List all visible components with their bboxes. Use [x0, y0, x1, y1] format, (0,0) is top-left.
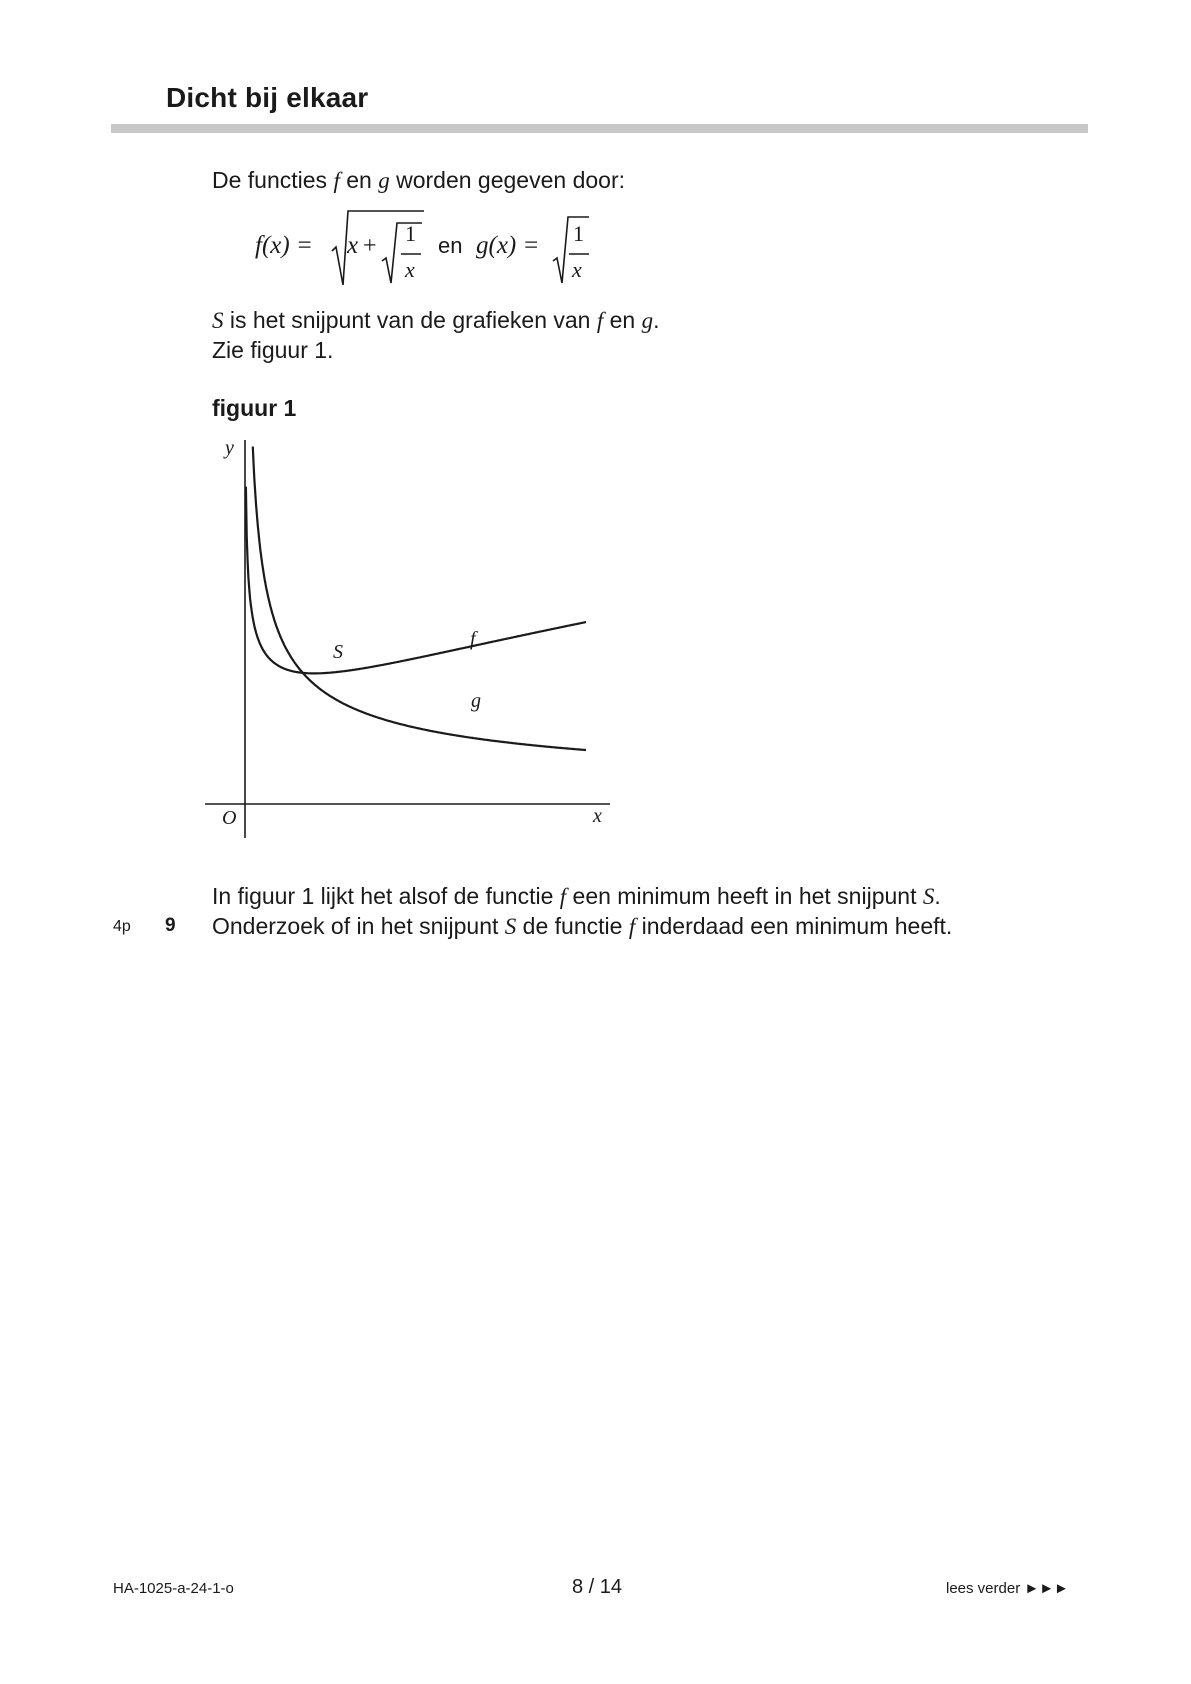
intro-f: f — [333, 168, 340, 193]
q1-c: . — [934, 883, 941, 909]
intro-a: De functies — [212, 167, 334, 193]
curve-g — [253, 447, 586, 751]
intersection-b: en — [603, 307, 642, 333]
figure-1-graph — [205, 432, 625, 844]
formula-f-lhs: f(x) = — [255, 232, 313, 259]
intersection-S: S — [212, 308, 224, 333]
figure-label: figuur 1 — [212, 395, 297, 421]
formula-g-one: 1 — [573, 221, 584, 246]
intro-text — [212, 165, 625, 196]
origin-label: O — [222, 807, 237, 829]
footer-page-number: 8 / 14 — [572, 1576, 623, 1598]
intersection-c: . — [653, 307, 660, 333]
question-number: 9 — [165, 915, 176, 936]
q1-b: een minimum heeft in het snijpunt — [566, 883, 923, 909]
intersection-f: f — [596, 308, 604, 333]
see-figure-text: Zie figuur 1. — [212, 337, 334, 363]
formula-en: en — [438, 233, 463, 258]
intro-b: en — [339, 167, 379, 193]
q1-a: In figuur 1 lijkt het alsof de functie — [212, 883, 560, 909]
intersection-g: g — [641, 308, 654, 333]
intersection-a: is het snijpunt van de grafieken van — [223, 307, 597, 333]
formula-f-x: x — [347, 232, 359, 259]
question-text — [212, 911, 952, 942]
q2-c: inderdaad een minimum heeft. — [635, 913, 953, 939]
f-inner-root-sign — [382, 223, 422, 283]
footer-continue: lees verder ►►► — [946, 1580, 1069, 1597]
q2-a: Onderzoek of in het snijpunt — [212, 913, 505, 939]
q2-b: de functie — [516, 913, 629, 939]
intro-g: g — [378, 168, 390, 193]
q1-S: S — [922, 884, 935, 909]
x-axis-label: x — [593, 805, 602, 827]
formula-f-one: 1 — [405, 221, 416, 246]
formula-g-denom: x — [572, 257, 582, 282]
title-rule — [111, 124, 1088, 133]
intersection-text — [212, 305, 660, 336]
q2-S: S — [504, 914, 517, 939]
curve-g-label: g — [471, 690, 481, 712]
formula-plus: + — [363, 233, 377, 259]
footer-exam-code: HA-1025-a-24-1-o — [113, 1580, 234, 1597]
q1-f: f — [559, 884, 567, 909]
formula-g-lhs: g(x) = — [476, 232, 540, 259]
section-title: Dicht bij elkaar — [166, 82, 369, 113]
formula — [255, 207, 595, 289]
question-intro — [212, 881, 941, 912]
q2-f: f — [628, 914, 636, 939]
point-S-label: S — [333, 641, 343, 663]
question-points: 4p — [113, 918, 131, 935]
curve-f-label: f — [470, 628, 476, 650]
intro-c: worden gegeven door: — [389, 167, 625, 193]
curve-f — [246, 487, 586, 674]
y-axis-label: y — [225, 437, 234, 459]
formula-f-denom: x — [405, 257, 415, 282]
